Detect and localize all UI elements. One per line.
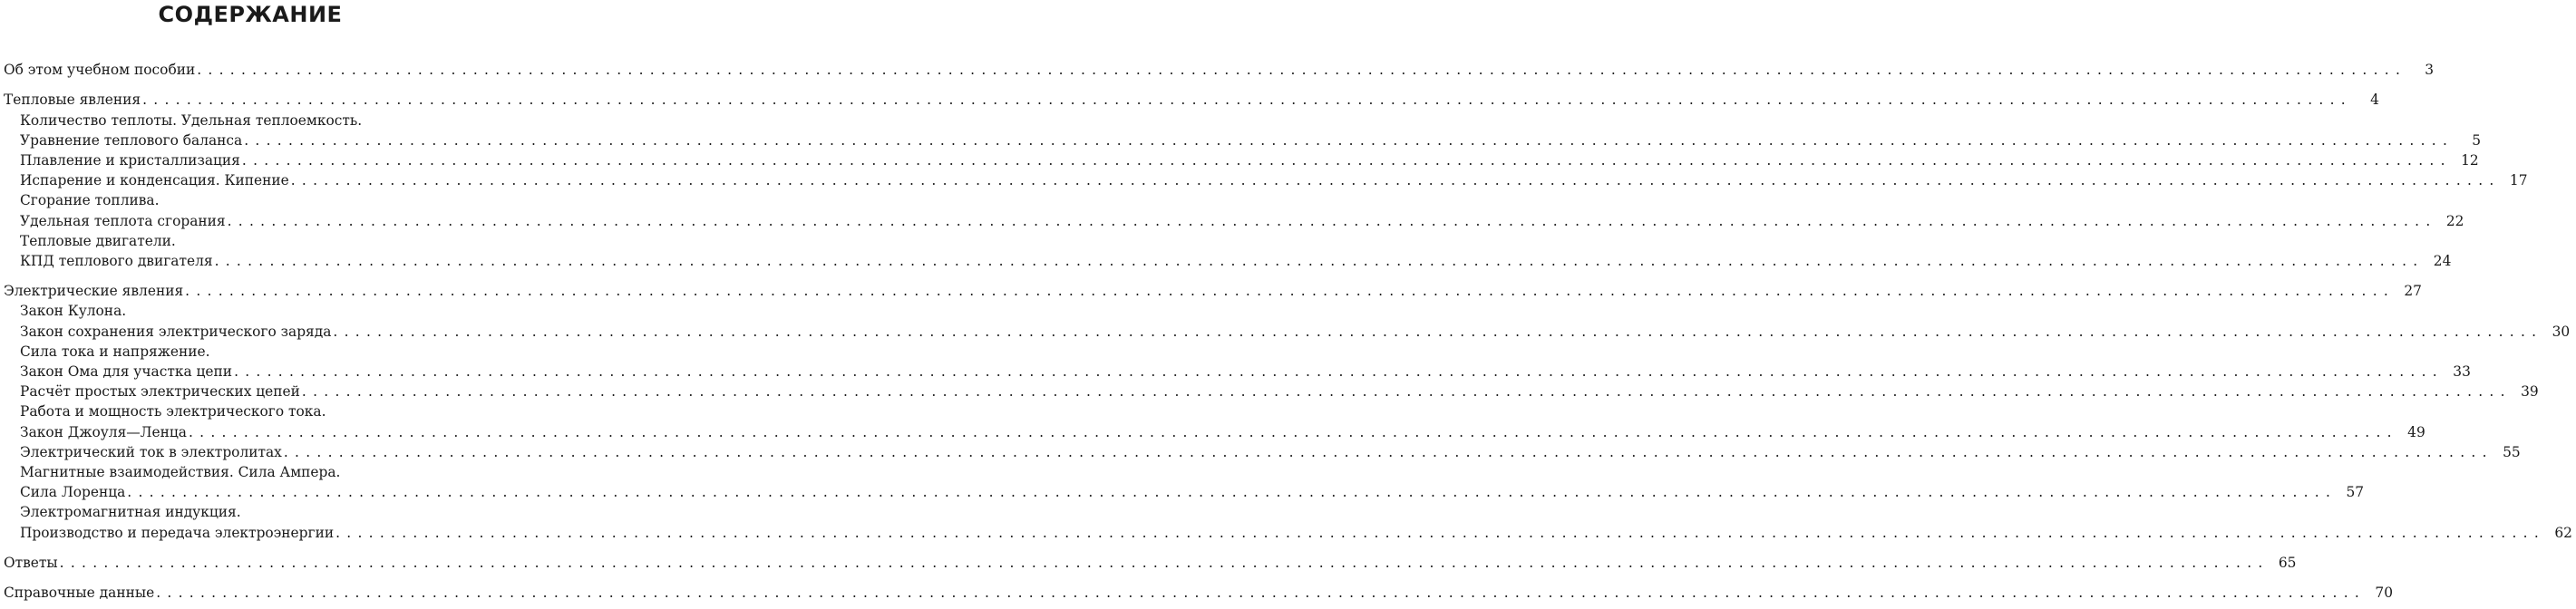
toc-entry-title: Ответы (4, 554, 58, 571)
toc-page-number: 33 (2453, 363, 2471, 380)
toc-entry-title: Сгорание топлива. (20, 192, 160, 209)
toc-entry (0, 342, 501, 362)
toc-entry-title: Справочные данные (4, 585, 155, 602)
toc-entry (0, 170, 2528, 190)
toc-entry (0, 111, 501, 130)
toc-entry (0, 211, 2464, 231)
toc-entry (0, 362, 2471, 382)
toc-entry (0, 150, 2479, 170)
toc-entry (0, 442, 2521, 462)
toc-entry-title: Плавление и кристаллизация (20, 151, 240, 169)
toc-page-number: 17 (2509, 172, 2528, 189)
toc-entry (0, 190, 501, 210)
toc-entry (0, 382, 2539, 401)
toc-entry-title: Удельная теплота сгорания (20, 212, 226, 229)
page-title: СОДЕРЖАНИЕ (158, 2, 343, 27)
toc-entry-title: Электромагнитная индукция. (20, 504, 241, 521)
dot-leader: . . . . . . . . . . . . . . . . . . . . . . . . . . . . . . . . . . . . . . . . . . . . . . . . . . . . . . . . . . . . . . . . . . . . . . . . . . . . . . . . . . . . . . . . . . . . . . . . . . . . . . . . . . . . . . . . . . . . . . . . . . . . . . . . . . . . . . . . . . . . . . . . . . . . . . . . . . . . . . . . . . . . . . . . . . . . . . . . . . . . . . . . . . . . . . . . . . . . . . . . (227, 212, 2432, 229)
dot-leader: . . . . . . . . . . . . . . . . . . . . . . . . . . . . . . . . . . . . . . . . . . . . . . . . . . . . . . . . . . . . . . . . . . . . . . . . . . . . . . . . . . . . . . . . . . . . . . . . . . . . . . . . . . . . . . . . . . . . . . . . . . . . . . . . . . . . . . . . . . . . . . . . . . . . . . . . . . . . . . . . . . . . . . . . . . . . . . . . . . . . . . . . . . . . . . . . . . . . . . . . (197, 62, 2402, 78)
dot-leader: . . . . . . . . . . . . . . . . . . . . . . . . . . . . . . . . . . . . . . . . . . . . . . . . . . . . . . . . . . . . . . . . . . . . . . . . . . . . . . . . . . . . . . . . . . . . . . . . . . . . . . . . . . . . . . . . . . . . . . . . . . . . . . . . . . . . . . . . . . . . . . . . . . . . . . . . . . . . . . . . . . . . . . . . . . . . . . . . . . . . . . . . . . . . . . . . . . . . . . . . (244, 131, 2449, 149)
dot-leader: . . . . . . . . . . . . . . . . . . . . . . . . . . . . . . . . . . . . . . . . . . . . . . . . . . . . . . . . . . . . . . . . . . . . . . . . . . . . . . . . . . . . . . . . . . . . . . . . . . . . . . . . . . . . . . . . . . . . . . . . . . . . . . . . . . . . . . . . . . . . . . . . . . . . . . . . . . . . . . . . . . . . . . . . . . . . . . . . . . . . . . . . . . . . . . . . . . . . . . . . (156, 585, 2361, 602)
toc-section-entry (0, 553, 2297, 573)
table-of-contents (0, 60, 2572, 603)
dot-leader: . . . . . . . . . . . . . . . . . . . . . . . . . . . . . . . . . . . . . . . . . . . . . . . . . . . . . . . . . . . . . . . . . . . . . . . . . . . . . . . . . . . . . . . . . . . . . . . . . . . . . . . . . . . . . . . . . . . . . . . . . . . . . . . . . . . . . . . . . . . . . . . . . . . . . . . . . . . . . . . . . . . . . . . . . . . . . . . . . . . . . . . . . . . . . . . . . . . . . . . . (59, 554, 2264, 571)
toc-entry-title: Магнитные взаимодействия. Сила Ампера. (20, 463, 341, 480)
toc-entry (0, 401, 501, 421)
toc-page-number: 22 (2445, 212, 2464, 229)
toc-section-entry (0, 281, 2422, 301)
toc-page-number: 4 (2370, 92, 2379, 109)
dot-leader: . . . . . . . . . . . . . . . . . . . . . . . . . . . . . . . . . . . . . . . . . . . . . . . . . . . . . . . . . . . . . . . . . . . . . . . . . . . . . . . . . . . . . . . . . . . . . . . . . . . . . . . . . . . . . . . . . . . . . . . . . . . . . . . . . . . . . . . . . . . . . . . . . . . . . . . . . . . . . . . . . . . . . . . . . . . . . . . . . . . . . . . . . . . . . . . . . . . . . . . . (188, 423, 2393, 440)
toc-page-number: 24 (2433, 252, 2452, 269)
toc-section-entry (0, 90, 2379, 110)
toc-entry-title: Сила Лоренца (20, 484, 126, 501)
toc-entry-title: Электрические явления (4, 283, 184, 300)
toc-entry (0, 462, 501, 482)
toc-entry (0, 322, 2571, 342)
toc-entry (0, 130, 2482, 150)
toc-entry-title: Электрический ток в электролитах (20, 443, 282, 460)
toc-entry-title: Работа и мощность электрического тока. (20, 403, 326, 420)
toc-page-number: 62 (2554, 524, 2572, 541)
toc-section-entry (0, 60, 2435, 80)
toc-entry-title: Количество теплоты. Удельная теплоемкость. (20, 111, 363, 129)
toc-entry-title: Закон сохранения электрического заряда (20, 323, 332, 340)
toc-page-number: 3 (2425, 62, 2435, 78)
toc-entry (0, 251, 2452, 271)
toc-page-number: 55 (2503, 443, 2521, 460)
toc-entry-title: Производство и передача электроэнергии (20, 524, 335, 541)
toc-page-number: 39 (2521, 383, 2539, 401)
toc-entry-title: Тепловые явления (4, 92, 141, 109)
toc-entry-title: Тепловые двигатели. (20, 232, 176, 249)
toc-page-number: 12 (2461, 151, 2479, 169)
dot-leader: . . . . . . . . . . . . . . . . . . . . . . . . . . . . . . . . . . . . . . . . . . . . . . . . . . . . . . . . . . . . . . . . . . . . . . . . . . . . . . . . . . . . . . . . . . . . . . . . . . . . . . . . . . . . . . . . . . . . . . . . . . . . . . . . . . . . . . . . . . . . . . . . . . . . . . . . . . . . . . . . . . . . . . . . . . . . . . . . . . . . . . . . . . . . . . . . . . . . . . . . (335, 524, 2540, 541)
dot-leader: . . . . . . . . . . . . . . . . . . . . . . . . . . . . . . . . . . . . . . . . . . . . . . . . . . . . . . . . . . . . . . . . . . . . . . . . . . . . . . . . . . . . . . . . . . . . . . . . . . . . . . . . . . . . . . . . . . . . . . . . . . . . . . . . . . . . . . . . . . . . . . . . . . . . . . . . . . . . . . . . . . . . . . . . . . . . . . . . . . . . . . . . . . . . . . . . . . . . . . . . (127, 484, 2332, 501)
dot-leader: . . . . . . . . . . . . . . . . . . . . . . . . . . . . . . . . . . . . . . . . . . . . . . . . . . . . . . . . . . . . . . . . . . . . . . . . . . . . . . . . . . . . . . . . . . . . . . . . . . . . . . . . . . . . . . . . . . . . . . . . . . . . . . . . . . . . . . . . . . . . . . . . . . . . . . . . . . . . . . . . . . . . . . . . . . . . . . . . . . . . . . . . . . . . . . . . . . . . . . . . (214, 252, 2419, 269)
toc-entry-title: Закон Джоуля—Ленца (20, 423, 187, 440)
toc-page-number: 57 (2346, 484, 2365, 501)
toc-section-entry (0, 583, 2394, 603)
toc-entry (0, 422, 2425, 442)
dot-leader: . . . . . . . . . . . . . . . . . . . . . . . . . . . . . . . . . . . . . . . . . . . . . . . . . . . . . . . . . . . . . . . . . . . . . . . . . . . . . . . . . . . . . . . . . . . . . . . . . . . . . . . . . . . . . . . . . . . . . . . . . . . . . . . . . . . . . . . . . . . . . . . . . . . . . . . . . . . . . . . . . . . . . . . . . . . . . . . . . . . . . . . . . . . . . . . . . . . . . . . . (301, 383, 2506, 401)
dot-leader: . . . . . . . . . . . . . . . . . . . . . . . . . . . . . . . . . . . . . . . . . . . . . . . . . . . . . . . . . . . . . . . . . . . . . . . . . . . . . . . . . . . . . . . . . . . . . . . . . . . . . . . . . . . . . . . . . . . . . . . . . . . . . . . . . . . . . . . . . . . . . . . . . . . . . . . . . . . . . . . . . . . . . . . . . . . . . . . . . . . . . . . . . . . . . . . . . . . . . . . . (333, 323, 2538, 340)
toc-entry (0, 523, 2572, 543)
dot-leader: . . . . . . . . . . . . . . . . . . . . . . . . . . . . . . . . . . . . . . . . . . . . . . . . . . . . . . . . . . . . . . . . . . . . . . . . . . . . . . . . . . . . . . . . . . . . . . . . . . . . . . . . . . . . . . . . . . . . . . . . . . . . . . . . . . . . . . . . . . . . . . . . . . . . . . . . . . . . . . . . . . . . . . . . . . . . . . . . . . . . . . . . . . . . . . . . . . . . . . . . (241, 151, 2446, 169)
toc-page-number: 65 (2278, 554, 2297, 571)
toc-page-number: 49 (2407, 423, 2425, 440)
toc-entry-title: Об этом учебном пособии (4, 62, 196, 78)
toc-page-number: 30 (2552, 323, 2571, 340)
toc-entry-title: Сила тока и напряжение. (20, 343, 210, 360)
toc-page-number: 70 (2375, 585, 2394, 602)
toc-entry-title: Закон Кулона. (20, 303, 127, 320)
toc-entry (0, 301, 501, 321)
dot-leader: . . . . . . . . . . . . . . . . . . . . . . . . . . . . . . . . . . . . . . . . . . . . . . . . . . . . . . . . . . . . . . . . . . . . . . . . . . . . . . . . . . . . . . . . . . . . . . . . . . . . . . . . . . . . . . . . . . . . . . . . . . . . . . . . . . . . . . . . . . . . . . . . . . . . . . . . . . . . . . . . . . . . . . . . . . . . . . . . . . . . . . . . . . . . . . . . . . . . . . . . (290, 172, 2495, 189)
toc-entry-title: Расчёт простых электрических цепей (20, 383, 300, 401)
dot-leader: . . . . . . . . . . . . . . . . . . . . . . . . . . . . . . . . . . . . . . . . . . . . . . . . . . . . . . . . . . . . . . . . . . . . . . . . . . . . . . . . . . . . . . . . . . . . . . . . . . . . . . . . . . . . . . . . . . . . . . . . . . . . . . . . . . . . . . . . . . . . . . . . . . . . . . . . . . . . . . . . . . . . . . . . . . . . . . . . . . . . . . . . . . . . . . . . . . . . . . . . (283, 443, 2488, 460)
toc-page-number: 5 (2472, 131, 2482, 149)
dot-leader: . . . . . . . . . . . . . . . . . . . . . . . . . . . . . . . . . . . . . . . . . . . . . . . . . . . . . . . . . . . . . . . . . . . . . . . . . . . . . . . . . . . . . . . . . . . . . . . . . . . . . . . . . . . . . . . . . . . . . . . . . . . . . . . . . . . . . . . . . . . . . . . . . . . . . . . . . . . . . . . . . . . . . . . . . . . . . . . . . . . . . . . . . . . . . . . . . . . . . . . . (185, 283, 2389, 300)
toc-page-number: 27 (2404, 283, 2422, 300)
dot-leader: . . . . . . . . . . . . . . . . . . . . . . . . . . . . . . . . . . . . . . . . . . . . . . . . . . . . . . . . . . . . . . . . . . . . . . . . . . . . . . . . . . . . . . . . . . . . . . . . . . . . . . . . . . . . . . . . . . . . . . . . . . . . . . . . . . . . . . . . . . . . . . . . . . . . . . . . . . . . . . . . . . . . . . . . . . . . . . . . . . . . . . . . . . . . . . . . . . . . . . . . (142, 92, 2347, 109)
dot-leader: . . . . . . . . . . . . . . . . . . . . . . . . . . . . . . . . . . . . . . . . . . . . . . . . . . . . . . . . . . . . . . . . . . . . . . . . . . . . . . . . . . . . . . . . . . . . . . . . . . . . . . . . . . . . . . . . . . . . . . . . . . . . . . . . . . . . . . . . . . . . . . . . . . . . . . . . . . . . . . . . . . . . . . . . . . . . . . . . . . . . . . . . . . . . . . . . . . . . . . . . (234, 363, 2438, 380)
toc-entry (0, 482, 2365, 502)
toc-entry-title: Закон Ома для участка цепи (20, 363, 233, 380)
toc-entry-title: Уравнение теплового баланса (20, 131, 243, 149)
toc-entry-title: Испарение и конденсация. Кипение (20, 172, 289, 189)
toc-entry (0, 502, 501, 522)
toc-entry (0, 231, 501, 251)
toc-entry-title: КПД теплового двигателя (20, 252, 213, 269)
